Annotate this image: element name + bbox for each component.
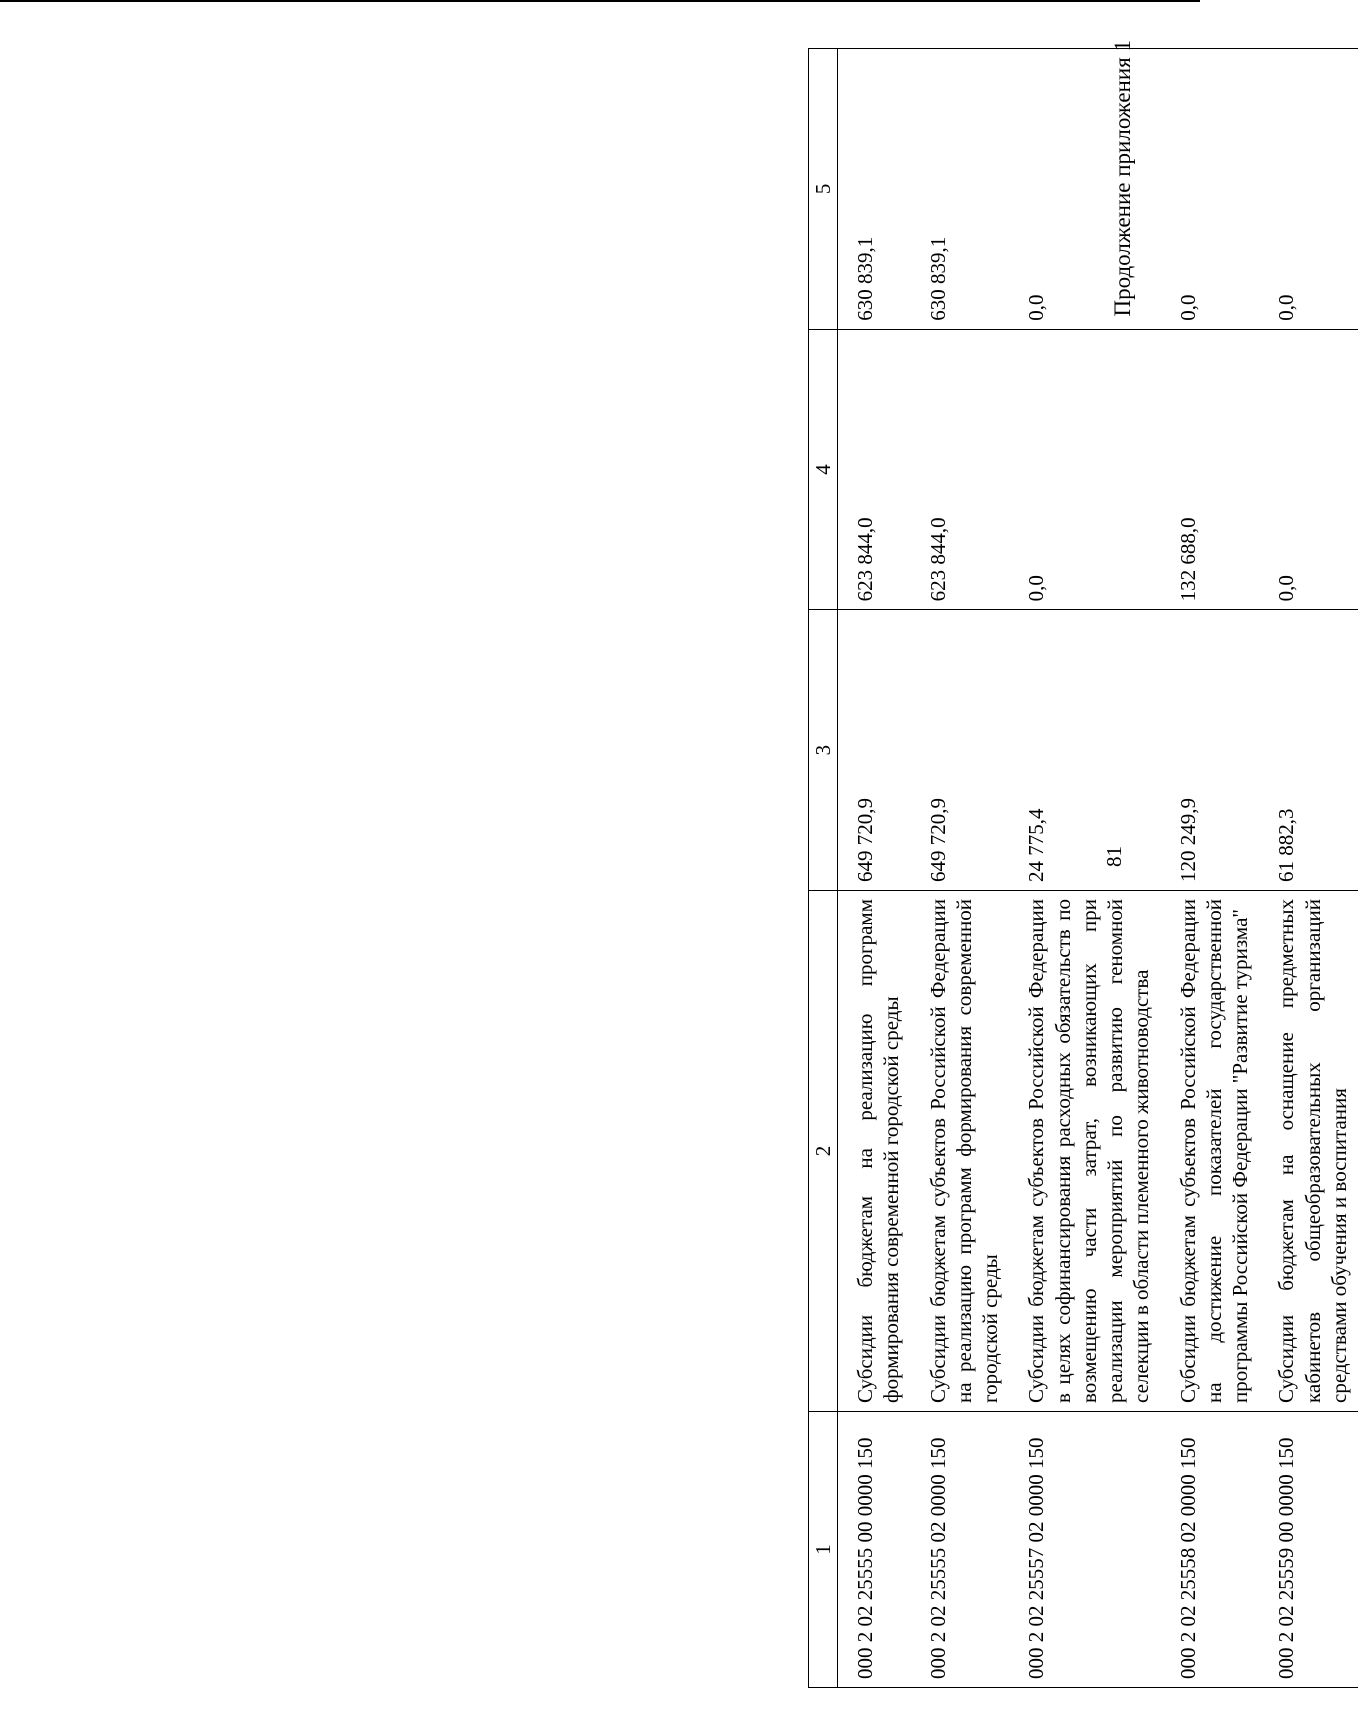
row-value-4: 0,0 (1009, 329, 1160, 610)
budget-table (808, 48, 1358, 1688)
row-value-3: 649 720,9 (911, 610, 1010, 891)
table-row (838, 49, 911, 1688)
row-value-4: 0,0 (1259, 329, 1358, 610)
row-value-5: 0,0 (1009, 49, 1160, 330)
row-code: 000 2 02 25558 02 0000 150 (1161, 1412, 1260, 1688)
row-value-5: 0,0 (1259, 49, 1358, 330)
row-value-4: 623 844,0 (911, 329, 1010, 610)
column-header-4: 4 (809, 329, 838, 610)
row-value-3: 120 249,9 (1161, 610, 1260, 891)
row-value-5: 630 839,1 (911, 49, 1010, 330)
row-value-3: 61 882,3 (1259, 610, 1358, 891)
table-row (1161, 49, 1260, 1688)
row-name: Субсидии бюджетам субъектов Российской Федерации на достижение показателей государственной программы Российской Федерации "Развитие туризма" (1161, 891, 1260, 1412)
row-code: 000 2 02 25557 02 0000 150 (1009, 1412, 1160, 1688)
row-value-4: 623 844,0 (838, 329, 911, 610)
row-value-4: 132 688,0 (1161, 329, 1260, 610)
row-code: 000 2 02 25555 00 0000 150 (838, 1412, 911, 1688)
continuation-label: Продолжение приложения 1 (1110, 40, 1135, 317)
column-header-2: 2 (809, 891, 838, 1412)
row-code: 000 2 02 25555 02 0000 150 (911, 1412, 1010, 1688)
row-value-5: 630 839,1 (838, 49, 911, 330)
table-row (1259, 49, 1358, 1688)
row-name: Субсидии бюджетам субъектов Российской Федерации в целях софинансирования расходных обязательств по возмещению части затрат, возникающих при реализации мероприятий по развитию геномной селекции в области племенного животноводства (1009, 891, 1160, 1412)
table-row (911, 49, 1010, 1688)
table-header-row (809, 49, 838, 1688)
row-name: Субсидии бюджетам на реализацию программ формирования современной городской среды (838, 891, 911, 1412)
column-header-1: 1 (809, 1412, 838, 1688)
table-row (1009, 49, 1160, 1688)
row-value-3: 649 720,9 (838, 610, 911, 891)
row-value-5: 0,0 (1161, 49, 1260, 330)
row-name: Субсидии бюджетам на оснащение предметных кабинетов общеобразовательных организаций средствами обучения и воспитания (1259, 891, 1358, 1412)
page-number: 81 (1102, 846, 1126, 867)
column-header-3: 3 (809, 610, 838, 891)
column-header-5: 5 (809, 49, 838, 330)
row-value-3: 24 775,4 (1009, 610, 1160, 891)
row-code: 000 2 02 25559 00 0000 150 (1259, 1412, 1358, 1688)
row-name: Субсидии бюджетам субъектов Российской Федерации на реализацию программ формирования современной городской среды (911, 891, 1010, 1412)
